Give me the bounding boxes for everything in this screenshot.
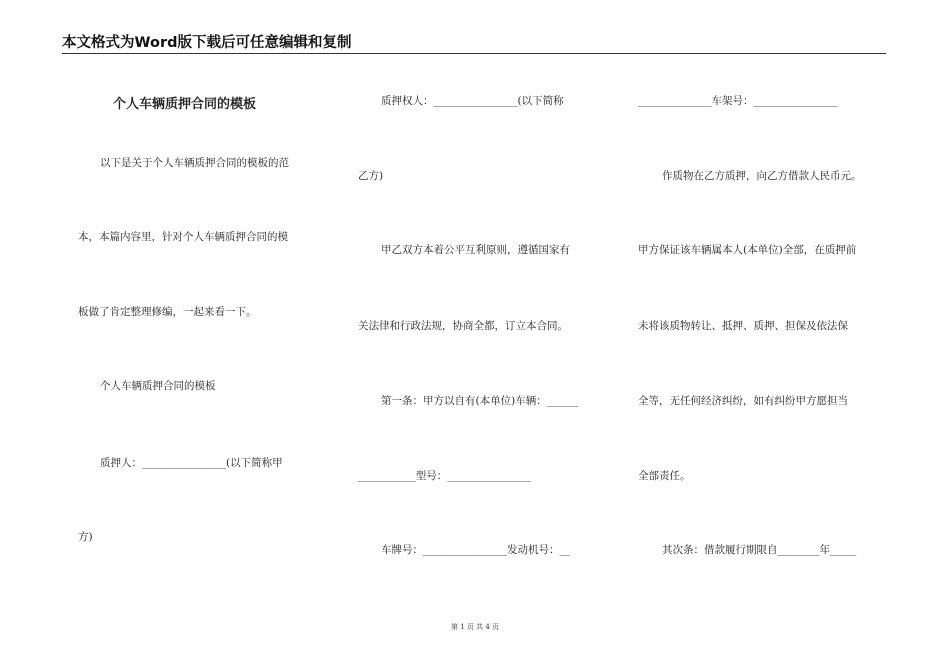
paragraph-line: 方) — [78, 531, 93, 543]
paragraph-line: 作质物在乙方质押，向乙方借款人民币元。 — [662, 170, 862, 182]
paragraph-line: 乙方) — [358, 170, 384, 182]
paragraph-line: 本，本篇内容里，针对个人车辆质押合同的模 — [78, 231, 288, 243]
paragraph-line: 全部责任。 — [638, 470, 691, 482]
paragraph-line: 第一条：甲方以自有(本单位)车辆：______ — [381, 395, 579, 407]
paragraph-line: 甲乙双方本着公平互利原则，遵循国家有 — [381, 244, 570, 256]
paragraph-line: ______________车架号：________________ — [638, 95, 838, 107]
paragraph-line: 质押人：________________(以下简称甲 — [100, 457, 283, 469]
paragraph-line: 以下是关于个人车辆质押合同的模板的范 — [100, 157, 289, 169]
section-heading: 个人车辆质押合同的模板 — [100, 380, 216, 392]
paragraph-line: 车牌号：________________发动机号：__ — [381, 544, 570, 556]
document-banner: 本文格式为Word版下载后可任意编辑和复制 — [62, 33, 886, 54]
paragraph-line: 未将该质物转让、抵押、质押、担保及依法保 — [638, 320, 848, 332]
paragraph-line: 其次条：借款履行期限自________年_____ — [662, 544, 857, 556]
page-number: 第 1 页 共 4 页 — [450, 623, 500, 631]
paragraph-line: ___________型号：________________ — [358, 470, 532, 482]
paragraph-line: 板做了肯定整理修编，一起来看一下。 — [78, 306, 257, 318]
paragraph-line: 关法律和行政法规，协商全都，订立本合同。 — [358, 320, 568, 332]
paragraph-line: 甲方保证该车辆属本人(本单位)全部，在质押前 — [638, 244, 857, 256]
paragraph-line: 质押权人：________________(以下简称 — [381, 95, 564, 107]
document-title: 个人车辆质押合同的模板 — [113, 97, 257, 112]
paragraph-line: 全等，无任何经济纠纷，如有纠纷甲方愿担当 — [638, 395, 848, 407]
